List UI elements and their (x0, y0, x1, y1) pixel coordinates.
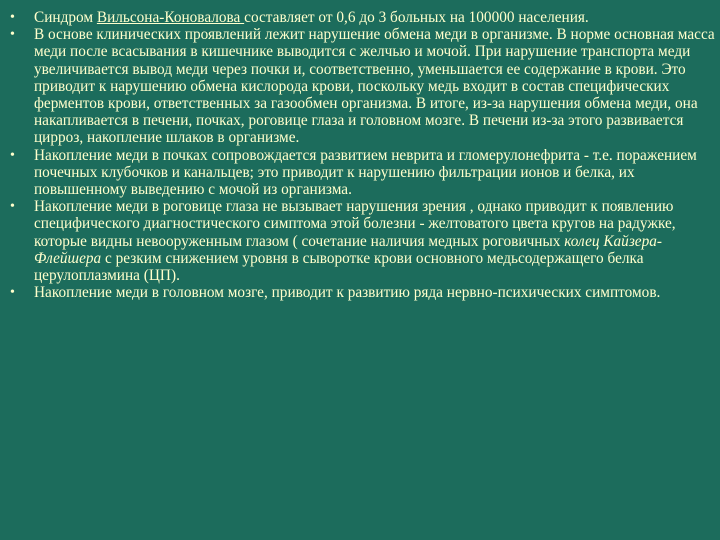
bullet-list (10, 9, 716, 301)
bullet-item-pathogenesis (10, 26, 716, 146)
bullet-3-text: Накопление меди в почках сопровождается развитием неврита и гломерулонефрита - т.е. поражением почечных клубочков и канальцев; это приводит к нарушению фильтрации ионов и белка, их повышенному выведению с мочой из организма. (34, 146, 697, 199)
bullet-5-text: Накопление меди в головном мозге, приводит к развитию ряда нервно-психических симптомов. (34, 284, 661, 302)
kayser-fleischer-term: колец Кайзера-Флейшера (34, 232, 662, 267)
bullet-1-lead: Синдром (34, 9, 97, 26)
bullet-4-tail: с резким снижением уровня в сыворотке крови основного медьсодержащего белка церулоплазмина (ЦП). (34, 249, 644, 285)
bullet-item-cornea (10, 198, 716, 284)
bullet-icon: • (10, 10, 15, 25)
disease-name-link[interactable]: Вильсона-Коновалова (96, 9, 245, 26)
bullet-item-kidneys (10, 147, 716, 199)
bullet-4-lead: Накопление меди в роговице глаза не вызывает нарушения зрения , однако приводит к появлению специфического диагностического симптома этой болезни - желтоватого цвета кругов на радужке, которые видны невооруженным глазом ( сочетание наличия медных роговичных (34, 198, 676, 250)
bullet-2-text: В основе клинических проявлений лежит нарушение обмена меди в организме. В норме основная масса меди после всасывания в кишечнике выводится с желчью и мочой. При нарушение транспорта меди увеличивается вывод меди через почки и, соответственно, уменьшается ее содержание в крови. Это приводит к нарушению обмена кислорода крови, поскольку медь входит в состав специфических ферментов крови, ответственных за газообмен организма. В итоге, из-за нарушения обмена меди, она накапливается в печени, почках, роговице глаза и головном мозге. В печени из-за этого развивается цирроз, накопление шлаков в организме. (34, 26, 715, 147)
bullet-item-prevalence (10, 9, 716, 26)
bullet-icon: • (10, 285, 15, 301)
bullet-icon: • (10, 27, 15, 43)
bullet-item-brain (10, 284, 716, 301)
bullet-1-tail: составляет от 0,6 до 3 больных на 100000 населения. (244, 9, 589, 26)
bullet-icon: • (10, 199, 15, 215)
bullet-icon: • (10, 147, 15, 163)
